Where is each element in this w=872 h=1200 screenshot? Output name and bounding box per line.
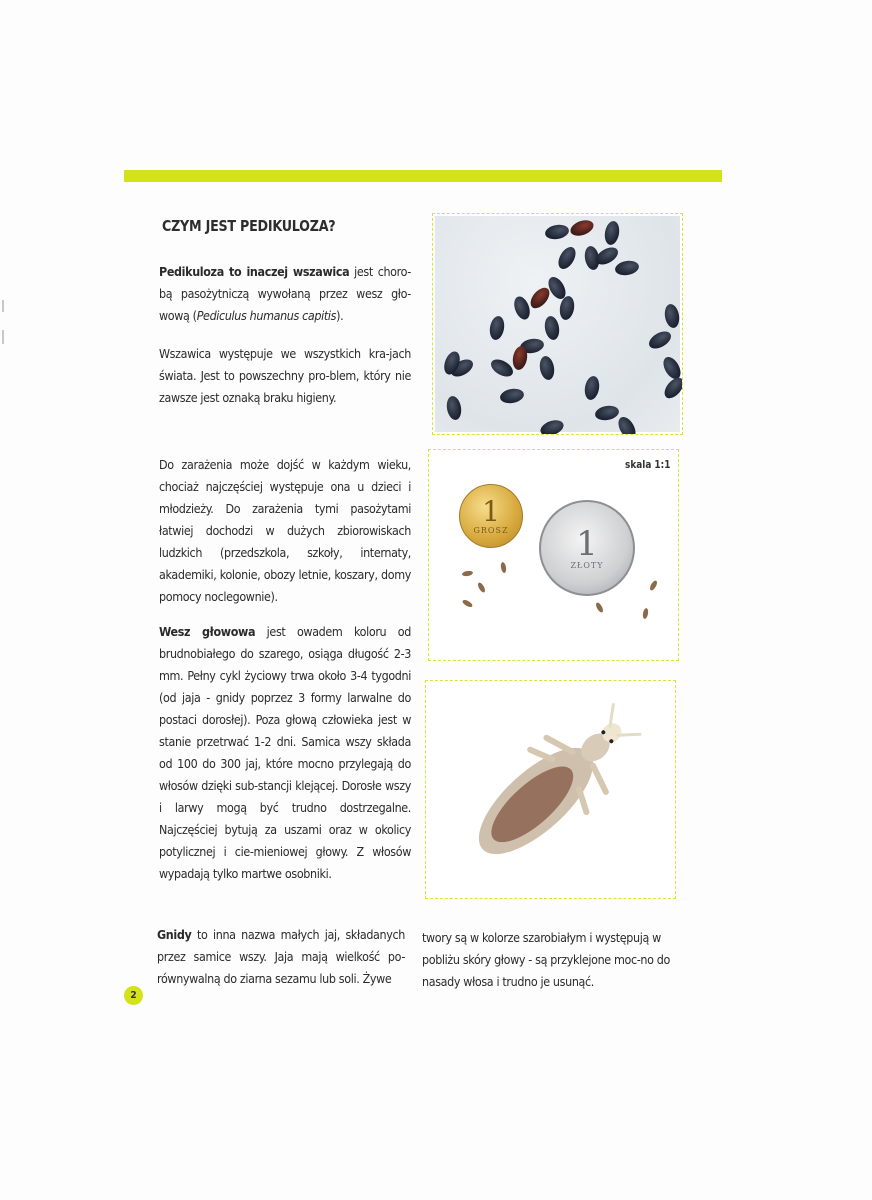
nit-specimen	[477, 581, 487, 593]
paragraph-definition	[159, 261, 411, 327]
photo-head-louse	[425, 680, 676, 899]
page-title: CZYM JEST PEDIKULOZA?	[162, 217, 336, 235]
bold-lead: Pedikuloza to inaczej wszawica	[159, 264, 350, 279]
bold-lead: Gnidy	[157, 927, 192, 942]
accent-header-bar	[124, 170, 722, 182]
coin-label: GROSZ	[473, 525, 509, 535]
coin-value: 1	[482, 494, 500, 528]
nit-specimen	[649, 579, 659, 591]
paragraph-infection: Do zarażenia może dojść w każdym wieku, chociaż najczęściej występuje ona u dzieci i młodzieży. Do zarażenia tymi pasożytami łatwiej dochodzi w dużych zbiorowiskach ludzkich (przedszkola, szkoły, internaty, akademiki, kolonie, obozy letnie, koszary, domy pomocy noclegownie).	[159, 457, 411, 604]
coin-label: ZŁOTY	[570, 560, 604, 570]
paragraph-prevalence: Wszawica występuje we wszystkich kra-jach świata. Jest to powszechny pro-blem, który nie zawsze jest oznaką braku higieny.	[159, 346, 411, 405]
figure-coin-scale	[428, 449, 679, 661]
scan-artifact	[2, 330, 4, 344]
latin-name: Pediculus humanus capitis	[196, 308, 337, 323]
photo-lice-eggs	[432, 213, 683, 435]
scan-artifact	[2, 300, 4, 312]
paragraph-text: jest owadem koloru od brudnobiałego do szarego, osiąga długość 2-3 mm. Pełny cykl życiowy trwa około 3-4 tygodni (od jaja - gnidy poprzez 3 formy larwalne do postaci dorosłej). Poza głową człowieka jest w stanie przetrwać 1-2 dni. Samica wszy składa od 100 do 300 jaj, które mocno przylegają do włosów dzięki sub-stancji klejącej. Dorosłe wszy i larwy mogą być trudno dostrzegalne. Najczęściej bytują za uszami oraz w okolicy potylicznej i cie-mieniowej głowy. Z włosów wypadają tylko martwe osobniki.	[159, 624, 412, 881]
nit-specimen	[461, 599, 473, 609]
eggs-image	[435, 216, 680, 432]
nit-specimen	[595, 601, 605, 613]
paragraph-nits-continued: twory są w kolorze szarobiałym i występują w pobliżu skóry głowy - są przyklejone moc-no do nasady włosa i trudno je usunąć.	[422, 930, 670, 989]
coin-value: 1	[576, 523, 598, 564]
nit-specimen	[642, 608, 649, 620]
paragraph-text: ).	[336, 308, 344, 323]
louse-illustration	[426, 681, 676, 899]
nit-specimen	[462, 570, 474, 577]
coin-1-zloty	[539, 500, 635, 596]
scale-label: skala 1:1	[624, 458, 670, 471]
page-number-badge: 2	[124, 986, 143, 1005]
paragraph-text: jest choro-bą pasożytniczą wywołaną przez wesz gło-wową (	[159, 264, 411, 323]
paragraph-text: to inna nazwa małych jaj, składanych przez samice wszy. Jaja mają wielkość po-równywalną do ziarna sezamu lub soli. Żywe	[157, 927, 405, 986]
coin-1-grosz	[459, 484, 523, 548]
bold-lead: Wesz głowowa	[159, 624, 256, 639]
paragraph-head-louse	[159, 621, 411, 885]
paragraph-nits	[157, 924, 405, 990]
nit-specimen	[500, 562, 507, 574]
